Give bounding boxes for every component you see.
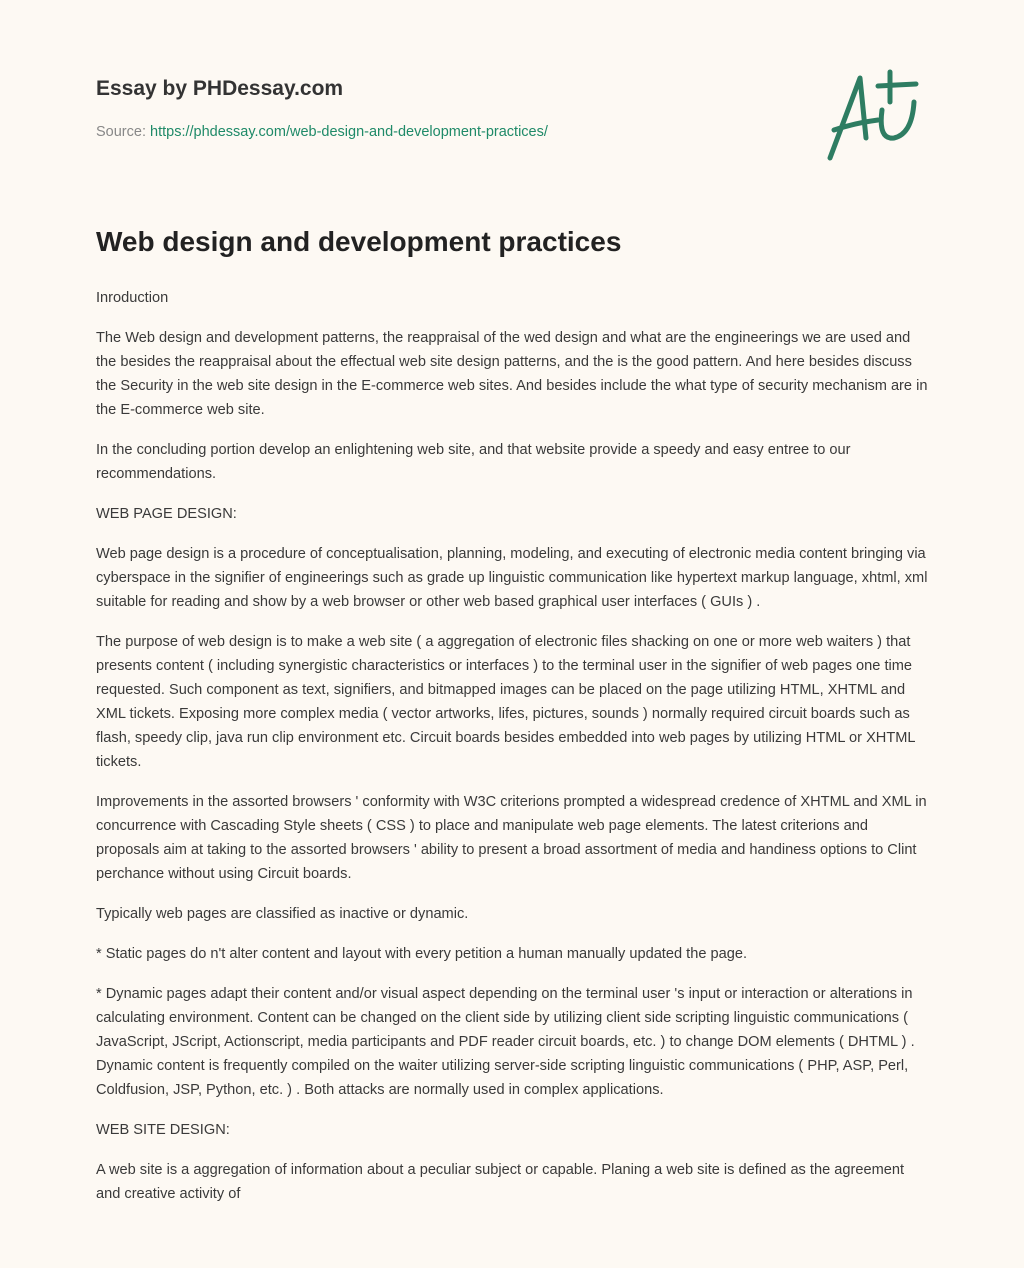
essay-body (96, 286, 928, 1222)
site-brand: Essay by PHDessay.com (96, 77, 344, 100)
source-label: Source: (96, 124, 146, 140)
paragraph: * Static pages do n't alter content and layout with every petition a human manually updated the page. (96, 946, 748, 962)
page-title: Web design and development practices (96, 226, 622, 257)
paragraph: The purpose of web design is to make a web site ( a aggregation of electronic files shacking on one or more web waiters ) that presents content ( including synergistic characteristics or interfaces ) to the terminal user in the signifier of web pages one time requested. Such component as text, signifiers, and bitmapped images can be placed on the page utilizing HTML, XHTML and XML tickets. Exposing more complex media ( vector artworks, lifes, pictures, sounds ) normally required circuit boards such as flash, speedy clip, java run clip environment etc. Circuit boards besides embedded into web pages by utilizing HTML or XHTML tickets. (96, 634, 915, 770)
source-link[interactable]: https://phdessay.com/web-design-and-development-practices/ (150, 124, 548, 140)
a-plus-logo-icon (820, 68, 930, 164)
source-line (96, 124, 548, 140)
paragraph: * Dynamic pages adapt their content and/or visual aspect depending on the terminal user 's input or interaction or alterations in calculating environment. Content can be changed on the client side by utilizing client side scripting linguistic communications ( JavaScript, JScript, Actionscript, media participants and PDF reader circuit boards, etc. ) to change DOM elements ( DHTML ) . Dynamic content is frequently compiled on the waiter utilizing server-side scripting linguistic communications ( PHP, ASP, Perl, Coldfusion, JSP, Python, etc. ) . Both attacks are normally used in complex applications. (96, 986, 915, 1098)
section-heading: WEB PAGE DESIGN: (96, 506, 237, 522)
paragraph: A web site is a aggregation of information about a peculiar subject or capable. Planing a web site is defined as the agreement and creative activity of (96, 1162, 905, 1202)
paragraph: Typically web pages are classified as inactive or dynamic. (96, 906, 469, 922)
paragraph: In the concluding portion develop an enlightening web site, and that website provide a speedy and easy entree to our recommendations. (96, 442, 851, 482)
paragraph: Inroduction (96, 290, 169, 306)
paragraph: Web page design is a procedure of conceptualisation, planning, modeling, and executing of electronic media content bringing via cyberspace in the signifier of engineerings such as grade up linguistic communication like hypertext markup language, xhtml, xml suitable for reading and show by a web browser or other web based graphical user interfaces ( GUIs ) . (96, 546, 928, 610)
section-heading: WEB SITE DESIGN: (96, 1122, 230, 1138)
paragraph: The Web design and development patterns, the reappraisal of the wed design and what are the engineerings we are used and the besides the reappraisal about the effectual web site design patterns, and the is the good pattern. And here besides discuss the Security in the web site design in the E-commerce web sites. And besides include the what type of security mechanism are in the E-commerce web site. (96, 330, 928, 418)
paragraph: Improvements in the assorted browsers ' conformity with W3C criterions prompted a widespread credence of XHTML and XML in concurrence with Cascading Style sheets ( CSS ) to place and manipulate web page elements. The latest criterions and proposals aim at taking to the assorted browsers ' ability to present a broad assortment of media and handiness options to Clint perchance without using Circuit boards. (96, 794, 927, 882)
